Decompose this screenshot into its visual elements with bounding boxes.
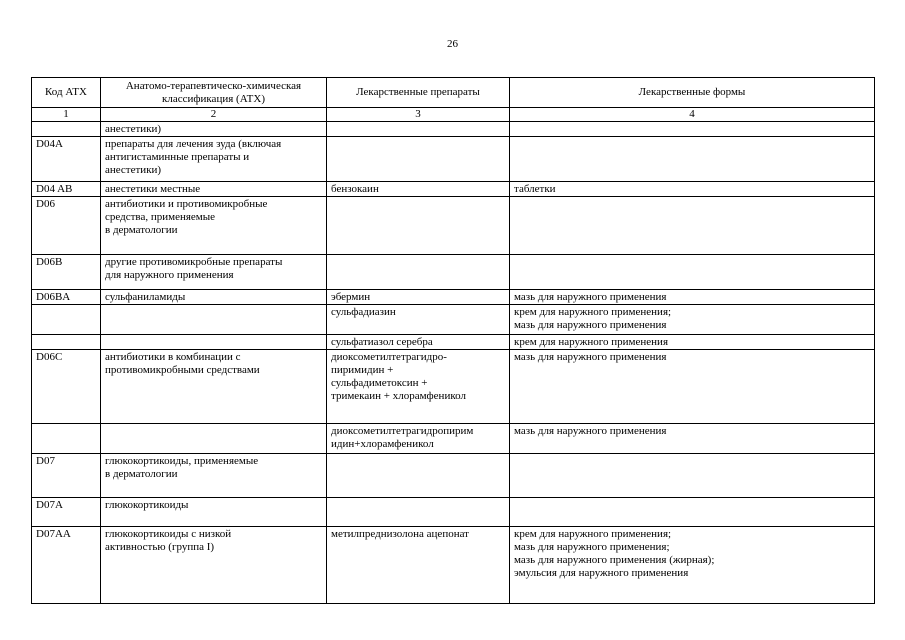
cell-code: D06C: [32, 350, 101, 424]
cell-line: мазь для наружного применения: [514, 351, 667, 363]
cell-classification: [101, 498, 327, 527]
cell-drugs: [327, 197, 510, 255]
cell-classification: [101, 454, 327, 498]
cell-line: сульфадиазин: [331, 306, 396, 318]
cell-classification: [101, 305, 327, 335]
cell-line: в дерматологии: [105, 468, 178, 480]
table-row: [32, 122, 875, 137]
column-number: 3: [327, 108, 510, 122]
cell-drugs: [327, 122, 510, 137]
cell-code: D04A: [32, 137, 101, 182]
cell-code: [32, 335, 101, 350]
cell-classification: [101, 335, 327, 350]
cell-line: таблетки: [514, 183, 556, 195]
cell-forms: [510, 182, 875, 197]
cell-line: для наружного применения: [105, 269, 234, 281]
cell-drugs: [327, 305, 510, 335]
cell-code: [32, 424, 101, 454]
header-classification: Анатомо-терапевтическо-химическая классификация (АТХ): [101, 78, 327, 108]
cell-forms: [510, 498, 875, 527]
cell-code: [32, 305, 101, 335]
cell-line: тримекаин + хлорамфеникол: [331, 390, 466, 402]
header-drugs: Лекарственные препараты: [327, 78, 510, 108]
cell-classification: [101, 182, 327, 197]
cell-classification: [101, 350, 327, 424]
cell-line: крем для наружного применения;: [514, 528, 672, 540]
cell-line: анестетики): [105, 164, 162, 176]
table-row: [32, 454, 875, 498]
column-number-row: [32, 108, 875, 122]
table-row: [32, 424, 875, 454]
cell-line: мазь для наружного применения (жирная);: [514, 554, 715, 566]
table-row: [32, 197, 875, 255]
cell-line: сульфаниламиды: [105, 291, 186, 303]
cell-line: препараты для лечения зуда (включая: [105, 138, 282, 150]
cell-drugs: [327, 182, 510, 197]
header-row: [32, 78, 875, 108]
cell-line: антибиотики и противомикробные: [105, 198, 268, 210]
cell-line: активностью (группа I): [105, 541, 215, 553]
cell-drugs: [327, 498, 510, 527]
column-number: 2: [101, 108, 327, 122]
cell-code: D07A: [32, 498, 101, 527]
cell-forms: [510, 137, 875, 182]
table-row: [32, 305, 875, 335]
cell-line: сульфадиметоксин +: [331, 377, 428, 389]
cell-line: мазь для наружного применения;: [514, 541, 670, 553]
cell-line: эбермин: [331, 291, 371, 303]
cell-forms: [510, 350, 875, 424]
cell-line: глюкокортикоиды: [105, 499, 189, 511]
cell-line: эмульсия для наружного применения: [514, 567, 689, 579]
cell-code: D07: [32, 454, 101, 498]
cell-code: D06BA: [32, 290, 101, 305]
page-number: 26: [447, 38, 458, 50]
cell-classification: [101, 255, 327, 290]
cell-forms: [510, 527, 875, 604]
table-row: [32, 182, 875, 197]
cell-drugs: [327, 290, 510, 305]
column-number: 1: [32, 108, 101, 122]
cell-line: в дерматологии: [105, 224, 178, 236]
cell-line: мазь для наружного применения: [514, 425, 667, 437]
cell-line: анестетики): [105, 123, 162, 135]
cell-line: диоксометилтетрагидро-: [331, 351, 447, 363]
cell-forms: [510, 255, 875, 290]
cell-line: антигистаминные препараты и: [105, 151, 250, 163]
table-row: [32, 527, 875, 604]
cell-forms: [510, 454, 875, 498]
column-number: 4: [510, 108, 875, 122]
cell-classification: [101, 197, 327, 255]
table-row: [32, 255, 875, 290]
table-row: [32, 350, 875, 424]
cell-line: крем для наружного применения: [514, 336, 669, 348]
cell-drugs: [327, 424, 510, 454]
cell-drugs: [327, 255, 510, 290]
table-row: [32, 137, 875, 182]
cell-line: мазь для наружного применения: [514, 291, 667, 303]
table-row: [32, 290, 875, 305]
cell-classification: [101, 424, 327, 454]
cell-line: глюкокортикоиды с низкой: [105, 528, 232, 540]
cell-line: мазь для наружного применения: [514, 319, 667, 331]
cell-line: глюкокортикоиды, применяемые: [105, 455, 259, 467]
cell-line: диоксометилтетрагидропирим: [331, 425, 474, 437]
cell-drugs: [327, 454, 510, 498]
cell-forms: [510, 335, 875, 350]
atx-table: [31, 77, 875, 604]
cell-line: средства, применяемые: [105, 211, 216, 223]
cell-forms: [510, 197, 875, 255]
cell-line: анестетики местные: [105, 183, 201, 195]
cell-code: D04 AB: [32, 182, 101, 197]
header-code: Код АТХ: [32, 78, 101, 108]
cell-classification: [101, 122, 327, 137]
cell-classification: [101, 137, 327, 182]
cell-classification: [101, 290, 327, 305]
cell-forms: [510, 424, 875, 454]
cell-line: другие противомикробные препараты: [105, 256, 283, 268]
cell-line: крем для наружного применения;: [514, 306, 672, 318]
header-forms: Лекарственные формы: [510, 78, 875, 108]
cell-drugs: [327, 527, 510, 604]
cell-line: идин+хлорамфеникол: [331, 438, 434, 450]
table-row: [32, 498, 875, 527]
cell-classification: [101, 527, 327, 604]
cell-line: бензокаин: [331, 183, 379, 195]
cell-line: антибиотики в комбинации с: [105, 351, 241, 363]
cell-code: D07AA: [32, 527, 101, 604]
cell-code: D06: [32, 197, 101, 255]
cell-line: пиримидин +: [331, 364, 394, 376]
cell-forms: [510, 290, 875, 305]
cell-drugs: [327, 335, 510, 350]
cell-line: противомикробными средствами: [105, 364, 260, 376]
table-row: [32, 335, 875, 350]
cell-forms: [510, 122, 875, 137]
cell-forms: [510, 305, 875, 335]
cell-line: метилпреднизолона ацепонат: [331, 528, 469, 540]
cell-line: сульфатиазол серебра: [331, 336, 433, 348]
cell-code: D06B: [32, 255, 101, 290]
cell-drugs: [327, 350, 510, 424]
cell-code: [32, 122, 101, 137]
cell-drugs: [327, 137, 510, 182]
